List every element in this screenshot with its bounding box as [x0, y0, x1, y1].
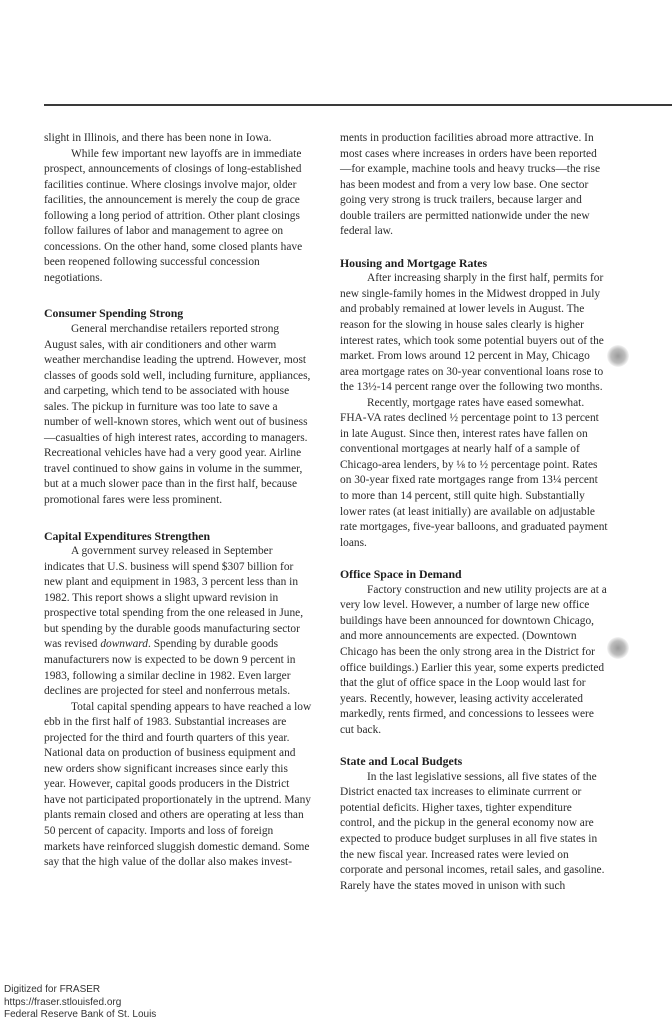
digitization-footer — [4, 984, 156, 1022]
paragraph: ments in production facilities abroad more attractive. In most cases where increases in orders have been reported—for example, machine tools and heavy trucks—the rise has been modest and from a very low base. One sector going very strong is truck trailers, because larger and double trailers are permitted nationwide under the new federal law. — [340, 132, 601, 238]
paragraph: General merchandise retailers reported strong August sales, with air conditioners and other warm weather merchandise leading the uptrend. However, most classes of goods sold well, including furniture, appliances, and carpeting, which tend to be associated with house sales. The pickup in furniture was too late to save a number of well-known stores, which went out of business—casualties of high interest rates, according to managers. Recreational vehicles have had a very good year. Airline travel continued to show gains in volume in the summer, but at a much slower pace than in the first half, because promotional fares were less prominent. — [44, 323, 311, 507]
paragraph: While few important new layoffs are in immediate prospect, announcements of closings of long-established facilities continue. Where closings involve major, older facilities, the announcement is merely the coup de grace following a long period of attrition. Other plant closings follow failures of labor and management to agree on concessions. On the other hand, some closed plants have been reopened following successful concession negotiations. — [44, 147, 303, 284]
paragraph: In the last legislative sessions, all five states of the District enacted tax increases to eliminate currrent or potential deficits. Higher taxes, tighter expenditure control, and the pickup in the general economy now are expected to produce budget surpluses in all five states in the new fiscal year. Increased rates were levied on corporate and personal incomes, retail sales, and gasoline. Rarely have the states moved in unison with such — [340, 770, 605, 892]
scan-smudge — [607, 345, 629, 367]
text-run: . Spending by durable goods manufacturers now is expected to be down 9 percent in 1983, following a similar decline in 1982. Even larger declines are projected for steel and nonferrous metals. — [44, 638, 296, 698]
section-heading-consumer-spending: Consumer Spending Strong — [44, 306, 184, 321]
left-column — [44, 131, 312, 871]
footer-link[interactable]: https://fraser.stlouisfed.org — [4, 996, 122, 1008]
footer-line: Digitized for FRASER — [4, 984, 101, 995]
text-run: A government survey released in September indicates that U.S. business will spend $307 billion for new plant and equipment in 1983, 3 percent less than in 1982. This report shows a slight upward revision in prospective total spending from the one released in June, but spending by the durable goods manufacturing sector was revised — [44, 545, 304, 651]
paragraph: Recently, mortgage rates have eased somewhat. FHA-VA rates declined ½ percentage point to 13 percent in late August. Since then, interest rates have fallen on conventional mortgages at nearly half of a sample of Chicago-area lenders, by ⅛ to ½ percentage point. Rates on 30-year fixed rate mortgages range from 13¼ percent to more than 14 percent, still quite high. Substantially lower rates (at least initially) are available on adjustable rate mortgages, five-year balloons, and graduated payment loans. — [340, 396, 608, 549]
footer-line: Federal Reserve Bank of St. Louis — [4, 1009, 157, 1020]
scan-smudge — [607, 637, 629, 659]
emphasis-text: downward — [100, 638, 148, 651]
section-heading-housing: Housing and Mortgage Rates — [340, 255, 488, 270]
paragraph — [44, 544, 312, 699]
paragraph: slight in Illinois, and there has been none in Iowa. — [44, 132, 272, 144]
paragraph: Factory construction and new utility projects are at a very low level. However, a number of large new office buildings have been announced for downtown Chicago, and more announcements are expected. (Downtown Chicago has been the only strong area in the District for office buildings.) Earlier this year, some experts predicted that the glut of office space in the Loop would last for years. Recently, however, leasing activity accelerated markedly, rents firmed, and concessions to lessees were cut back. — [340, 583, 607, 736]
header-rule — [44, 104, 672, 106]
paragraph: After increasing sharply in the first half, permits for new single-family homes in the Midwest dropped in July and probably remained at lower levels in August. The reason for the slowing in house sales clearly is higher interest rates, which took some potential buyers out of the market. From lows around 12 percent in May, Chicago area mortgage rates on 30-year conventional loans rose to the 13½-14 percent range over the following two months. — [340, 272, 604, 394]
section-heading-capital-expenditures: Capital Expenditures Strengthen — [44, 528, 211, 543]
paragraph: Total capital spending appears to have reached a low ebb in the first half of 1983. Substantial increases are projected for the third and fourth quarters of this year. National data on production of business equipment and new orders show significant increases since early this year. However, capital goods producers in the District have not participated proportionately in the uptrend. Many plants remain closed and others are operating at less than 50 percent of capacity. Imports and loss of foreign markets have reinforced sluggish domestic demand. Some say that the high value of the dollar also makes invest- — [44, 700, 312, 869]
right-column — [340, 131, 608, 894]
section-heading-office-space: Office Space in Demand — [340, 567, 462, 582]
section-heading-state-budgets: State and Local Budgets — [340, 754, 463, 769]
